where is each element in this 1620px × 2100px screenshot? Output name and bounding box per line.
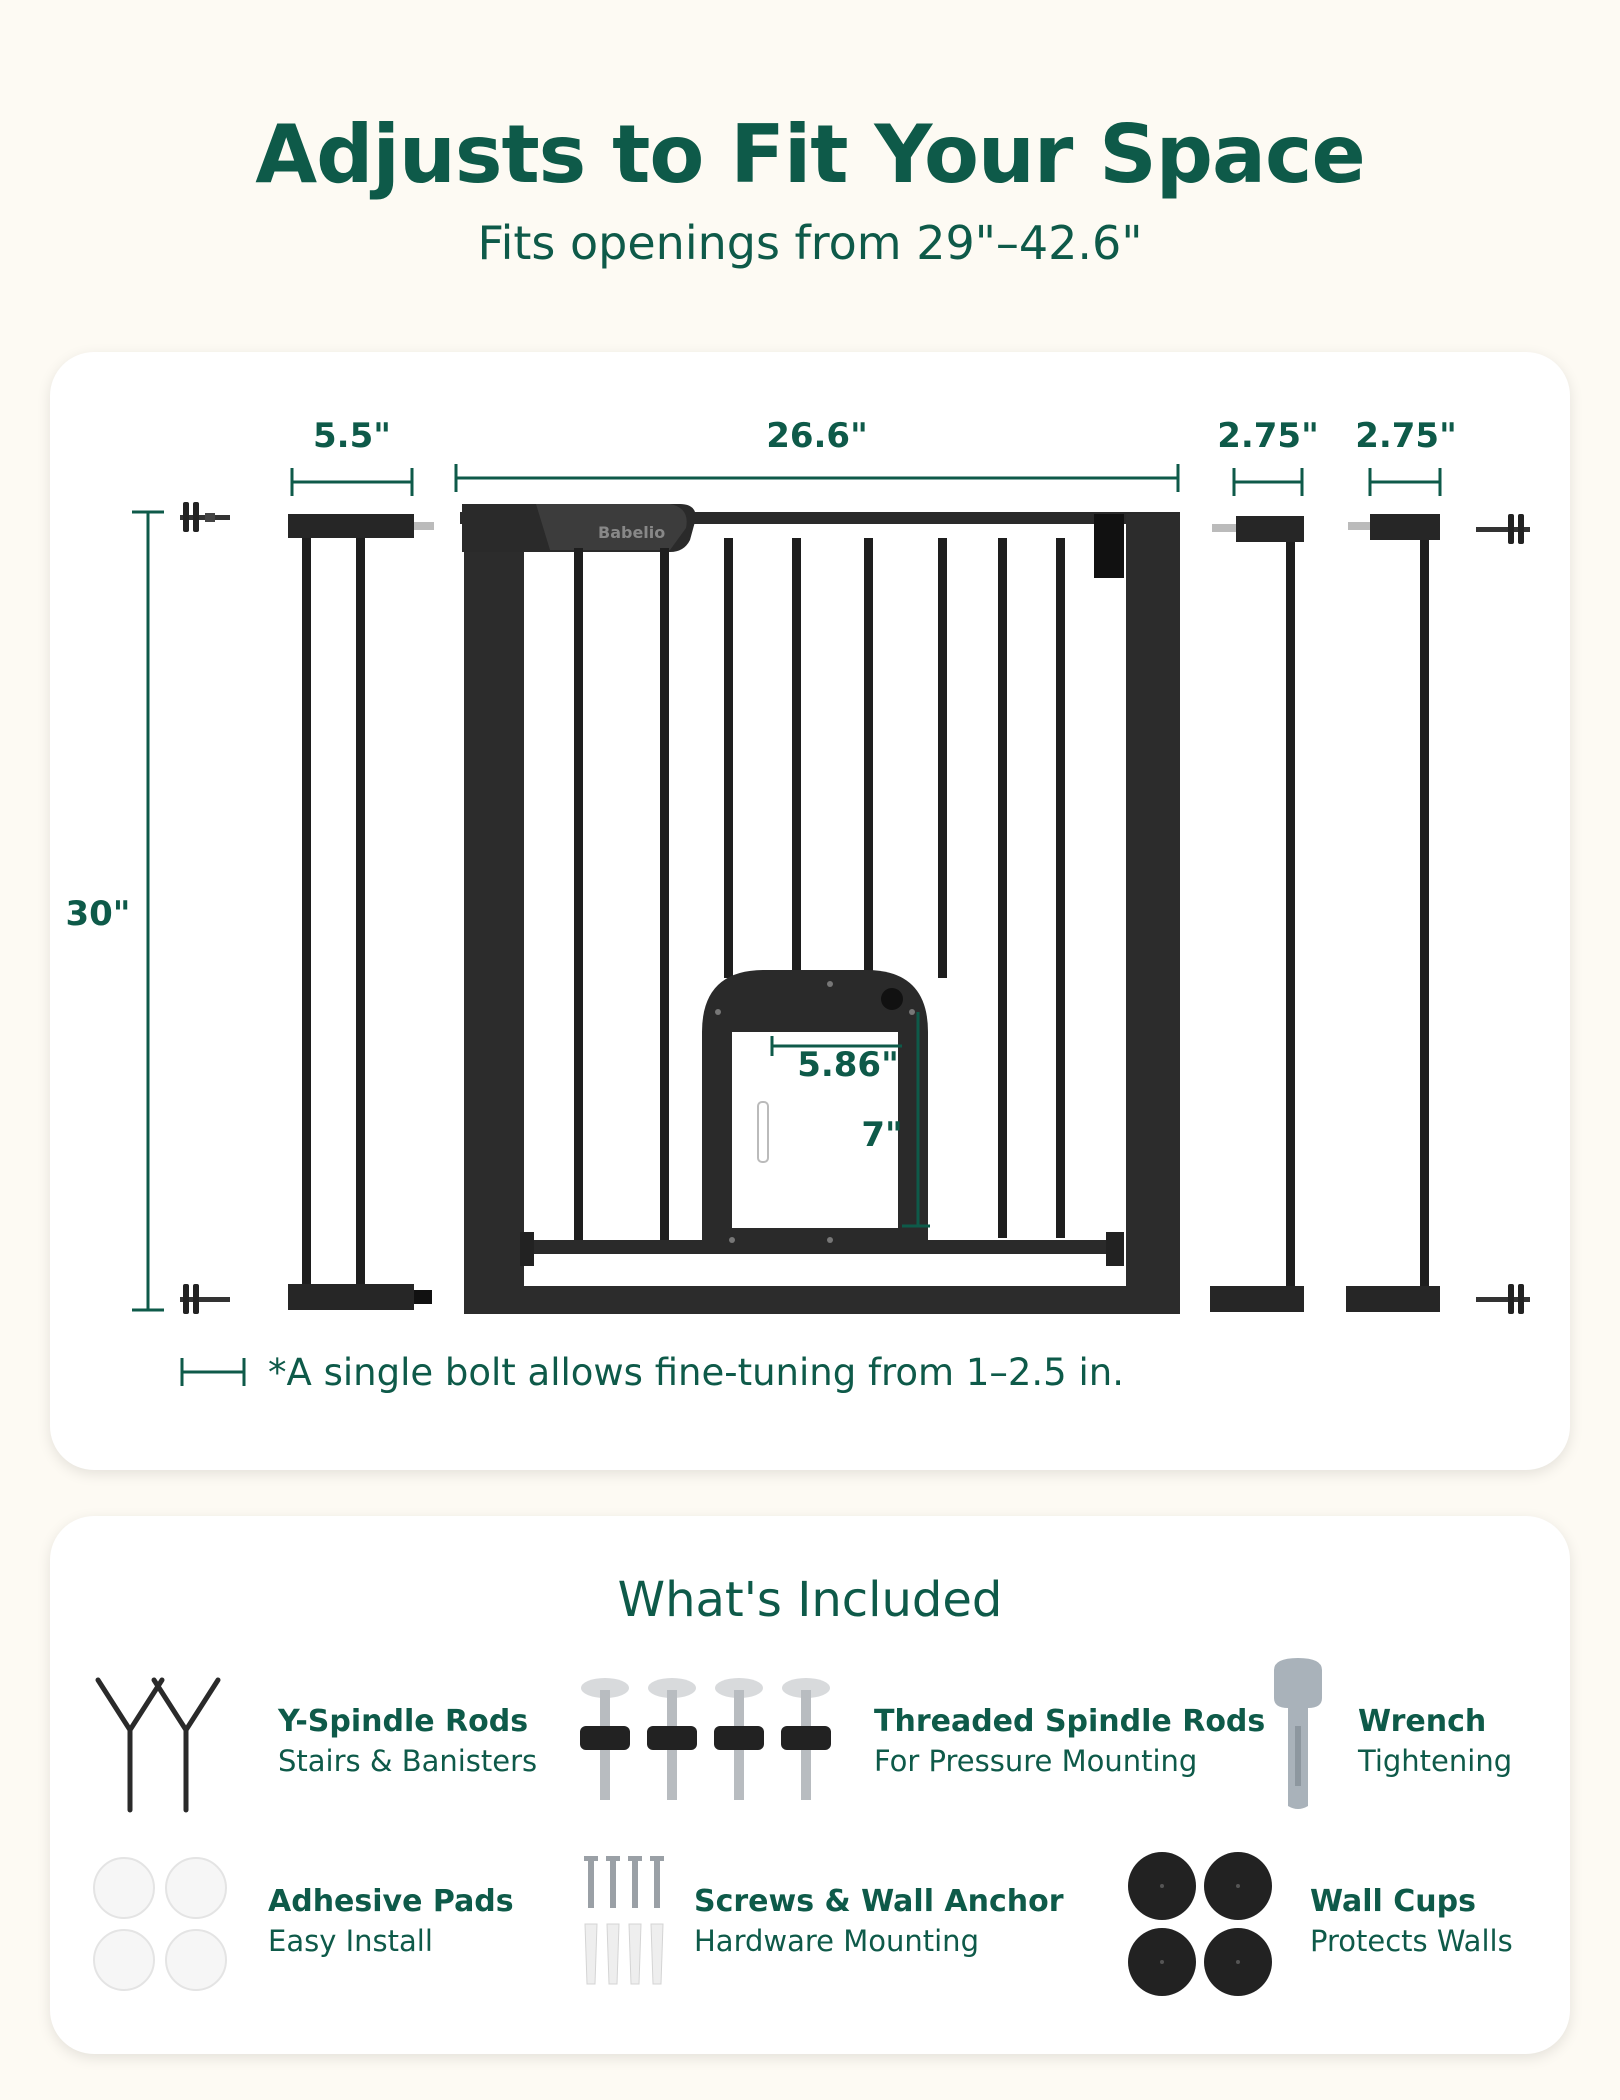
spindle-rod-right-top-icon [1476, 514, 1530, 544]
item-desc-adhesive-pads: Easy Install [268, 1924, 433, 1958]
y-spindle-rods-icon [88, 1666, 228, 1816]
page-title: Adjusts to Fit Your Space [255, 108, 1365, 201]
spindle-rod-left-top-icon [180, 502, 230, 532]
item-desc-threaded-spindle-rods: For Pressure Mounting [874, 1744, 1198, 1778]
item-desc-wall-cups: Protects Walls [1310, 1924, 1513, 1958]
brand-label: Babelio [598, 523, 666, 542]
adhesive-pads-icon [90, 1854, 230, 1994]
dim-height: 30" [65, 894, 131, 934]
included-card [50, 1516, 1570, 2054]
page-subtitle: Fits openings from 29"–42.6" [477, 216, 1143, 270]
dimensions-card [50, 352, 1570, 1470]
dim-door-height: 7" [861, 1115, 903, 1155]
main-gate [460, 504, 1180, 1314]
item-desc-wrench: Tightening [1358, 1744, 1513, 1778]
fine-tuning-note: *A single bolt allows fine-tuning from 1–2.5 in. [268, 1351, 1124, 1394]
item-name-screws-anchor: Screws & Wall Anchor [694, 1884, 1064, 1919]
included-title: What's Included [617, 1572, 1003, 1628]
item-name-adhesive-pads: Adhesive Pads [268, 1884, 514, 1919]
item-name-wrench: Wrench [1358, 1704, 1487, 1739]
gate-diagram [50, 352, 1570, 1470]
item-desc-y-spindle-rods: Stairs & Banisters [278, 1744, 538, 1778]
item-name-wall-cups: Wall Cups [1310, 1884, 1476, 1919]
item-desc-screws-anchor: Hardware Mounting [694, 1924, 979, 1958]
wall-cups-icon [1126, 1850, 1274, 1998]
spindle-rod-right-bottom-icon [1476, 1284, 1530, 1314]
extension-2-75-panel-1 [1210, 516, 1304, 1312]
item-name-threaded-spindle-rods: Threaded Spindle Rods [874, 1704, 1266, 1739]
dim-gate-width: 26.6" [766, 416, 868, 456]
screws-anchor-icon [576, 1854, 676, 1988]
extension-5-5-panel [288, 514, 434, 1310]
item-name-y-spindle-rods: Y-Spindle Rods [278, 1704, 529, 1739]
dim-door-width: 5.86" [797, 1045, 899, 1085]
spindle-rod-left-bottom-icon [180, 1284, 230, 1314]
dim-extension-small-1: 2.75" [1217, 416, 1319, 456]
dim-extension-large: 5.5" [313, 416, 391, 456]
extension-2-75-panel-2 [1346, 514, 1440, 1312]
wrench-icon [1268, 1656, 1328, 1812]
threaded-spindle-rods-icon [570, 1676, 840, 1816]
dim-extension-small-2: 2.75" [1355, 416, 1457, 456]
